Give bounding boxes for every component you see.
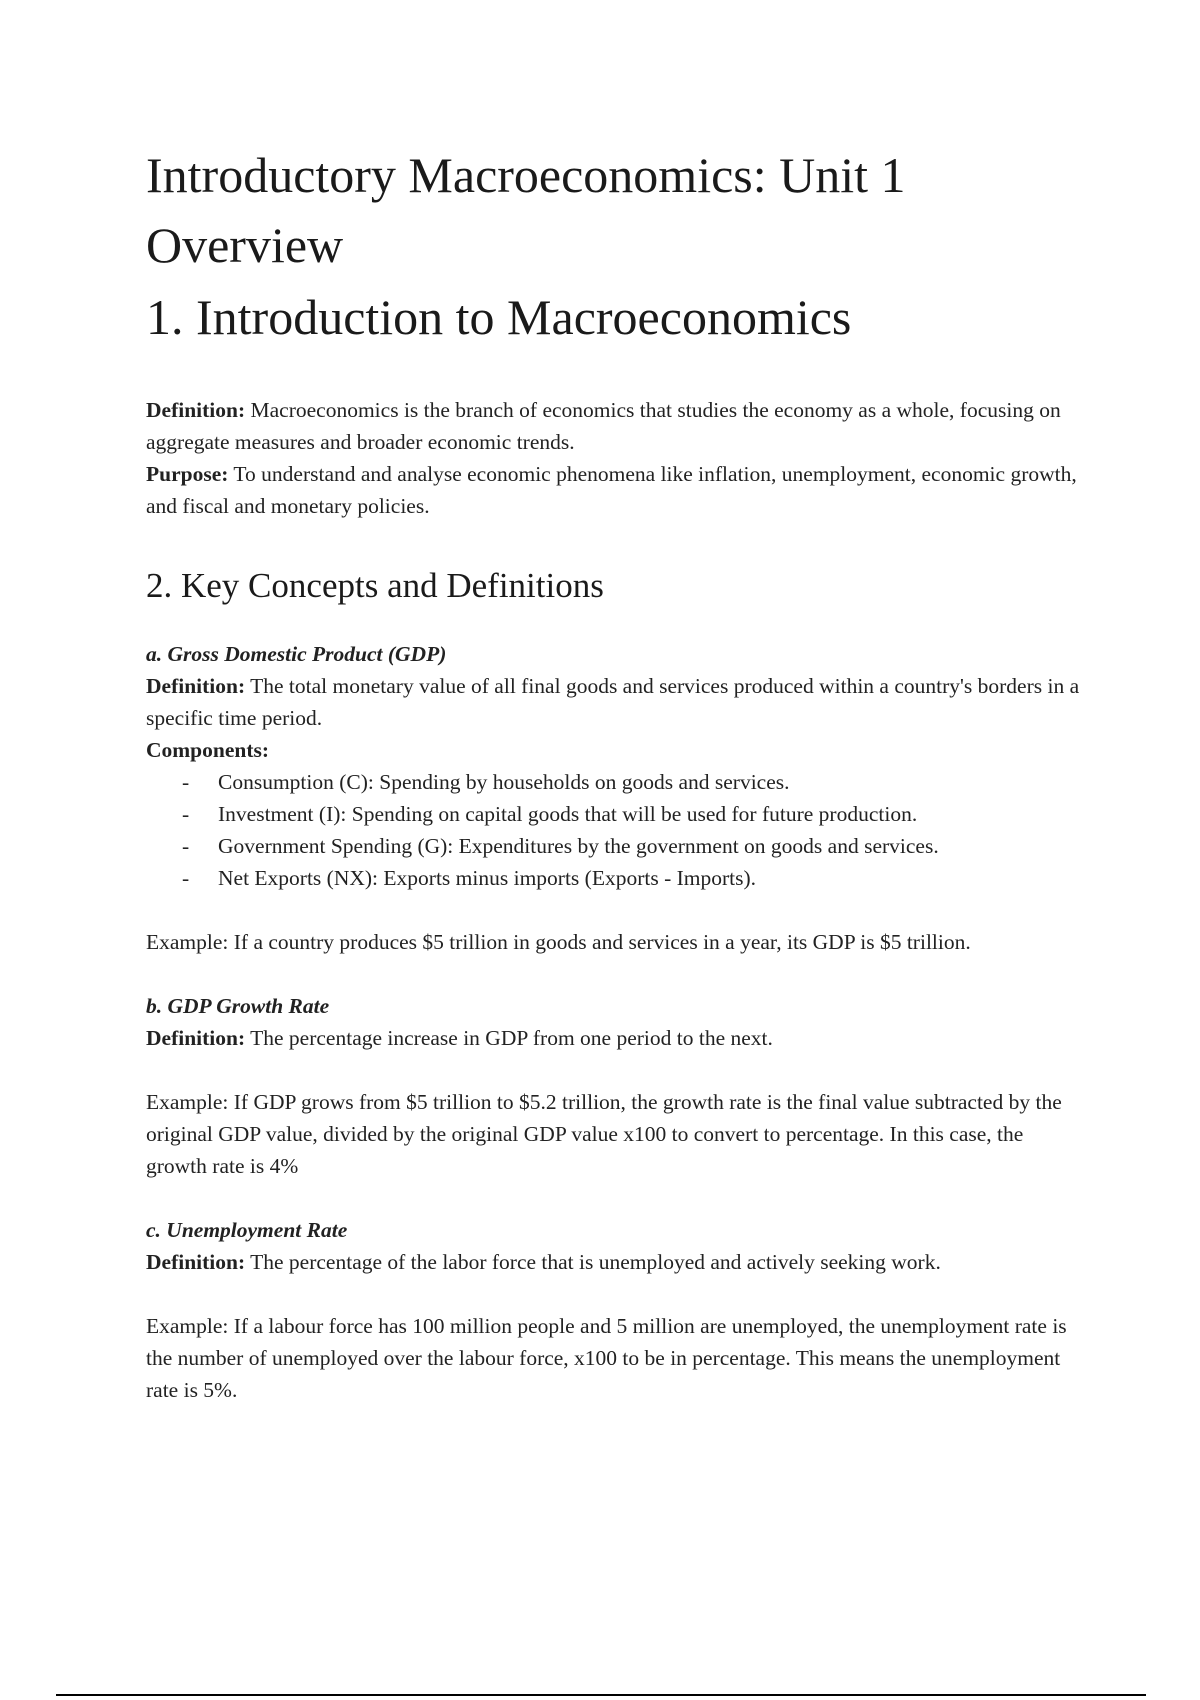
unemployment-definition-label: Definition: <box>146 1250 246 1274</box>
list-item-text: Consumption (C): Spending by households on goods and services. <box>218 770 790 794</box>
section-heading-key-concepts: 2. Key Concepts and Definitions <box>146 566 604 605</box>
growth-definition-paragraph <box>146 1022 1086 1054</box>
list-item <box>146 830 1086 862</box>
definition-text: Macroeconomics is the branch of economics that studies the economy as a whole, focusing on aggregate measures and broader economic trends. <box>146 398 1061 454</box>
unemployment-definition-paragraph <box>146 1246 1086 1278</box>
list-item <box>146 862 1086 894</box>
subheading-growth-rate: b. GDP Growth Rate <box>146 994 330 1018</box>
purpose-text: To understand and analyse economic phenomena like inflation, unemployment, economic growth, and fiscal and monetary policies. <box>146 462 1077 518</box>
list-item <box>146 766 1086 798</box>
growth-example: Example: If GDP grows from $5 trillion to $5.2 trillion, the growth rate is the final value subtracted by the original GDP value, divided by the original GDP value x100 to convert to percentage. In this case, the growth rate is 4% <box>146 1090 1062 1178</box>
section-heading-introduction: 1. Introduction to Macroeconomics <box>146 289 852 345</box>
list-item-text: Government Spending (G): Expenditures by the government on goods and services. <box>218 834 939 858</box>
growth-definition-label: Definition: <box>146 1026 246 1050</box>
components-label: Components: <box>146 738 270 762</box>
list-item-text: Net Exports (NX): Exports minus imports (Exports - Imports). <box>218 866 757 890</box>
footer-divider <box>56 1694 1146 1696</box>
definition-label: Definition: <box>146 398 246 422</box>
purpose-label: Purpose: <box>146 462 229 486</box>
subheading-unemployment: c. Unemployment Rate <box>146 1218 348 1242</box>
gdp-definition-paragraph <box>146 670 1086 734</box>
bullet-dash: - <box>182 834 190 858</box>
document-title: Introductory Macroeconomics: Unit 1 Overview <box>146 147 906 273</box>
gdp-definition-text: The total monetary value of all final goods and services produced within a country's borders in a specific time period. <box>146 674 1080 730</box>
bullet-dash: - <box>182 802 190 826</box>
bullet-dash: - <box>182 770 190 794</box>
list-item-text: Investment (I): Spending on capital goods that will be used for future production. <box>218 802 918 826</box>
components-list <box>146 766 1086 894</box>
unemployment-definition-text: The percentage of the labor force that is unemployed and actively seeking work. <box>245 1250 941 1274</box>
bullet-dash: - <box>182 866 190 890</box>
purpose-paragraph <box>146 458 1086 522</box>
document-page <box>146 140 1086 1406</box>
unemployment-example: Example: If a labour force has 100 million people and 5 million are unemployed, the unemployment rate is the number of unemployed over the labour force, x100 to be in percentage. This means the unemployment rate is 5%. <box>146 1314 1067 1402</box>
gdp-definition-label: Definition: <box>146 674 246 698</box>
list-item <box>146 798 1086 830</box>
gdp-example: Example: If a country produces $5 trillion in goods and services in a year, its GDP is $5 trillion. <box>146 930 971 954</box>
subheading-gdp: a. Gross Domestic Product (GDP) <box>146 642 447 666</box>
growth-definition-text: The percentage increase in GDP from one period to the next. <box>245 1026 773 1050</box>
definition-paragraph <box>146 394 1086 458</box>
